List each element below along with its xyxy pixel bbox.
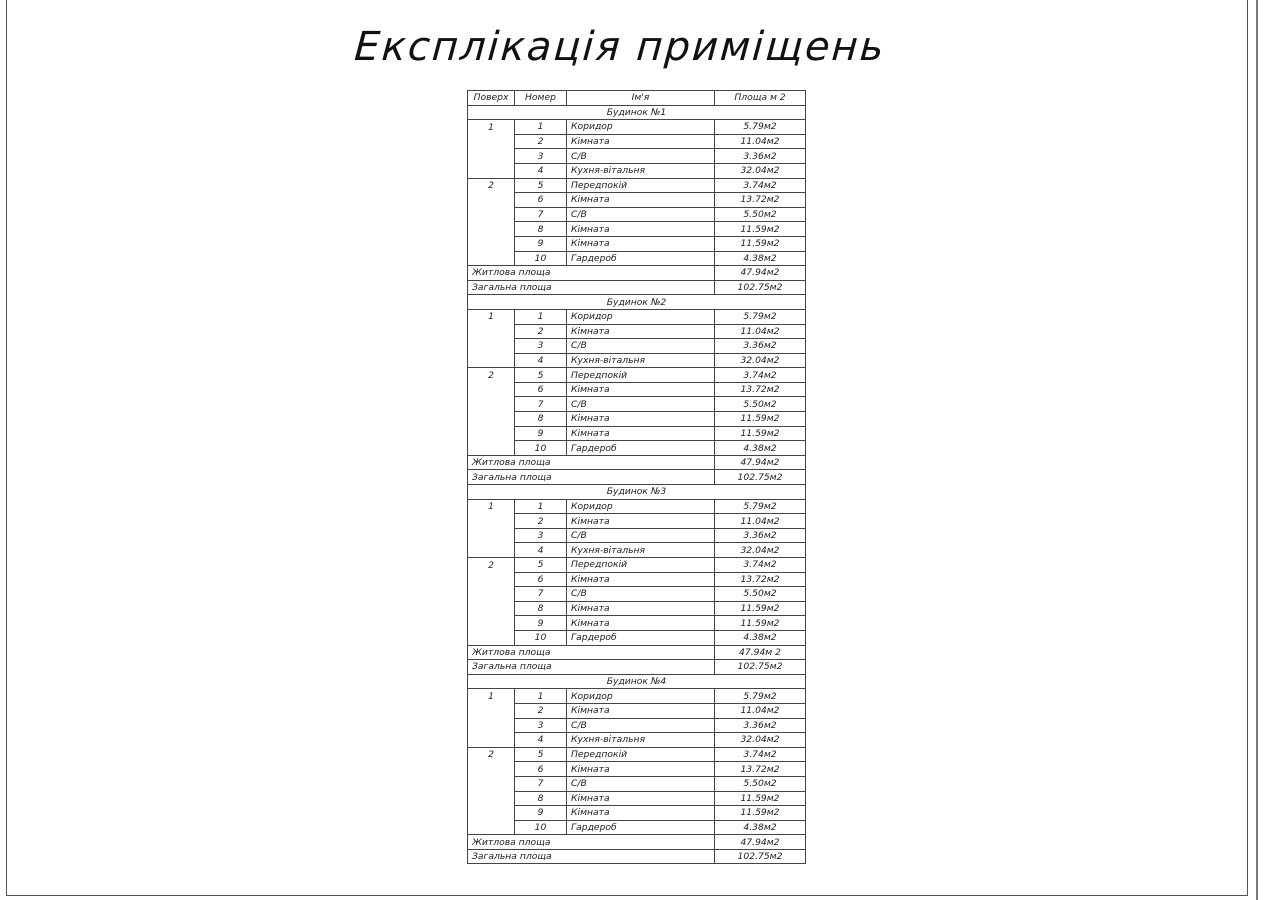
room-name: Кімната xyxy=(567,382,715,397)
table-row xyxy=(468,207,806,222)
room-area: 13.72м2 xyxy=(715,572,806,587)
room-area: 3.74м2 xyxy=(715,178,806,193)
room-number: 8 xyxy=(515,222,567,237)
room-floor: 1 xyxy=(468,689,515,704)
total-area-label: Загальна площа xyxy=(468,849,715,864)
room-number: 7 xyxy=(515,587,567,602)
room-name: Кімната xyxy=(567,222,715,237)
room-area: 3.36м2 xyxy=(715,528,806,543)
room-area: 11.59м2 xyxy=(715,806,806,821)
building-name: Будинок №3 xyxy=(468,485,806,500)
room-area: 11.04м2 xyxy=(715,134,806,149)
room-name: С/В xyxy=(567,149,715,164)
room-area: 11.59м2 xyxy=(715,426,806,441)
room-area: 11.04м2 xyxy=(715,324,806,339)
room-number: 8 xyxy=(515,412,567,427)
room-floor xyxy=(468,382,515,397)
room-floor xyxy=(468,703,515,718)
building-name: Будинок №1 xyxy=(468,105,806,120)
total-area-value: 102.75м2 xyxy=(715,470,806,485)
header-number: Номер xyxy=(515,91,567,106)
table-row xyxy=(468,251,806,266)
room-name: Кімната xyxy=(567,426,715,441)
living-area-label: Житлова площа xyxy=(468,266,715,281)
room-number: 10 xyxy=(515,441,567,456)
room-name: Кухня-вітальня xyxy=(567,163,715,178)
table-row xyxy=(468,309,806,324)
total-area-label: Загальна площа xyxy=(468,660,715,675)
room-name: Кухня-вітальня xyxy=(567,543,715,558)
room-area: 3.74м2 xyxy=(715,747,806,762)
room-number: 10 xyxy=(515,251,567,266)
room-name: Коридор xyxy=(567,499,715,514)
room-number: 9 xyxy=(515,236,567,251)
room-area: 13.72м2 xyxy=(715,193,806,208)
room-name: Кімната xyxy=(567,134,715,149)
room-number: 7 xyxy=(515,397,567,412)
table-row xyxy=(468,193,806,208)
table-row xyxy=(468,558,806,573)
table-row xyxy=(468,747,806,762)
table-row xyxy=(468,222,806,237)
room-floor xyxy=(468,134,515,149)
living-area-row xyxy=(468,645,806,660)
table-row xyxy=(468,630,806,645)
room-floor xyxy=(468,820,515,835)
room-area: 5.79м2 xyxy=(715,499,806,514)
living-area-label: Житлова площа xyxy=(468,835,715,850)
room-area: 32.04м2 xyxy=(715,353,806,368)
room-number: 3 xyxy=(515,528,567,543)
table-row xyxy=(468,120,806,135)
living-area-value: 47.94м2 xyxy=(715,835,806,850)
room-area: 11.04м2 xyxy=(715,703,806,718)
room-name: Коридор xyxy=(567,309,715,324)
header-area: Площа м 2 xyxy=(715,91,806,106)
room-floor: 1 xyxy=(468,309,515,324)
table-header-row xyxy=(468,91,806,106)
room-name: С/В xyxy=(567,397,715,412)
room-number: 5 xyxy=(515,747,567,762)
room-floor xyxy=(468,236,515,251)
room-name: Кімната xyxy=(567,616,715,631)
room-number: 3 xyxy=(515,339,567,354)
table-row xyxy=(468,514,806,529)
page-right-edge xyxy=(1256,0,1258,900)
room-name: Кімната xyxy=(567,572,715,587)
room-floor xyxy=(468,193,515,208)
table-row xyxy=(468,397,806,412)
table-row xyxy=(468,762,806,777)
room-number: 10 xyxy=(515,630,567,645)
living-area-value: 47.94м 2 xyxy=(715,645,806,660)
room-number: 9 xyxy=(515,616,567,631)
room-area: 4.38м2 xyxy=(715,441,806,456)
room-floor: 2 xyxy=(468,178,515,193)
room-floor xyxy=(468,339,515,354)
room-number: 8 xyxy=(515,791,567,806)
building-heading-row xyxy=(468,105,806,120)
room-area: 3.36м2 xyxy=(715,339,806,354)
living-area-row xyxy=(468,266,806,281)
table-row xyxy=(468,382,806,397)
table-row xyxy=(468,806,806,821)
room-floor xyxy=(468,426,515,441)
header-floor: Поверх xyxy=(468,91,515,106)
room-name: С/В xyxy=(567,339,715,354)
room-floor xyxy=(468,412,515,427)
table-row xyxy=(468,163,806,178)
room-name: Кімната xyxy=(567,514,715,529)
table-row xyxy=(468,149,806,164)
room-floor xyxy=(468,353,515,368)
room-area: 11.59м2 xyxy=(715,412,806,427)
table-row xyxy=(468,543,806,558)
table-row xyxy=(468,426,806,441)
room-number: 9 xyxy=(515,806,567,821)
table-row xyxy=(468,572,806,587)
table-row xyxy=(468,689,806,704)
room-name: Кімната xyxy=(567,193,715,208)
table-row xyxy=(468,412,806,427)
building-heading-row xyxy=(468,674,806,689)
total-area-row xyxy=(468,470,806,485)
room-name: Кімната xyxy=(567,601,715,616)
room-floor xyxy=(468,762,515,777)
room-floor xyxy=(468,441,515,456)
room-area: 11.59м2 xyxy=(715,601,806,616)
room-name: Гардероб xyxy=(567,251,715,266)
room-floor: 2 xyxy=(468,747,515,762)
table-row xyxy=(468,703,806,718)
room-floor xyxy=(468,397,515,412)
room-area: 5.79м2 xyxy=(715,309,806,324)
room-name: Кімната xyxy=(567,236,715,251)
room-number: 1 xyxy=(515,499,567,514)
room-floor: 1 xyxy=(468,120,515,135)
room-name: Кімната xyxy=(567,324,715,339)
room-name: Кімната xyxy=(567,762,715,777)
table-row xyxy=(468,820,806,835)
table-row xyxy=(468,776,806,791)
header-name: Ім'я xyxy=(567,91,715,106)
total-area-value: 102.75м2 xyxy=(715,280,806,295)
room-area: 3.36м2 xyxy=(715,149,806,164)
room-number: 5 xyxy=(515,558,567,573)
room-name: Кімната xyxy=(567,791,715,806)
table-row xyxy=(468,587,806,602)
table-row xyxy=(468,616,806,631)
room-area: 4.38м2 xyxy=(715,820,806,835)
room-area: 32.04м2 xyxy=(715,733,806,748)
room-name: Передпокій xyxy=(567,368,715,383)
table-row xyxy=(468,718,806,733)
room-name: Кімната xyxy=(567,806,715,821)
room-area: 3.36м2 xyxy=(715,718,806,733)
room-number: 1 xyxy=(515,120,567,135)
room-floor xyxy=(468,616,515,631)
room-explication-table xyxy=(467,90,806,864)
table-row xyxy=(468,499,806,514)
room-area: 5.50м2 xyxy=(715,587,806,602)
room-name: Гардероб xyxy=(567,820,715,835)
building-name: Будинок №2 xyxy=(468,295,806,310)
room-number: 4 xyxy=(515,163,567,178)
room-name: Коридор xyxy=(567,120,715,135)
room-number: 10 xyxy=(515,820,567,835)
total-area-row xyxy=(468,849,806,864)
table-row xyxy=(468,339,806,354)
room-number: 1 xyxy=(515,309,567,324)
room-name: С/В xyxy=(567,207,715,222)
room-name: Кухня-вітальня xyxy=(567,353,715,368)
room-floor xyxy=(468,163,515,178)
room-floor xyxy=(468,733,515,748)
room-floor xyxy=(468,718,515,733)
room-name: Кухня-вітальня xyxy=(567,733,715,748)
living-area-value: 47.94м2 xyxy=(715,455,806,470)
room-number: 7 xyxy=(515,207,567,222)
room-name: С/В xyxy=(567,528,715,543)
room-floor xyxy=(468,149,515,164)
room-number: 6 xyxy=(515,193,567,208)
room-name: Кімната xyxy=(567,412,715,427)
total-area-row xyxy=(468,280,806,295)
room-number: 2 xyxy=(515,514,567,529)
table-row xyxy=(468,178,806,193)
building-heading-row xyxy=(468,485,806,500)
table-row xyxy=(468,528,806,543)
room-area: 5.50м2 xyxy=(715,397,806,412)
room-floor xyxy=(468,791,515,806)
room-floor xyxy=(468,630,515,645)
room-name: Гардероб xyxy=(567,441,715,456)
room-area: 11.59м2 xyxy=(715,616,806,631)
room-area: 5.79м2 xyxy=(715,120,806,135)
room-floor xyxy=(468,543,515,558)
room-name: Передпокій xyxy=(567,558,715,573)
room-number: 3 xyxy=(515,149,567,164)
table-row xyxy=(468,324,806,339)
table-row xyxy=(468,791,806,806)
total-area-label: Загальна площа xyxy=(468,470,715,485)
room-floor xyxy=(468,806,515,821)
room-name: Кімната xyxy=(567,703,715,718)
room-number: 6 xyxy=(515,572,567,587)
room-area: 4.38м2 xyxy=(715,251,806,266)
table-row xyxy=(468,236,806,251)
room-floor: 2 xyxy=(468,558,515,573)
living-area-label: Житлова площа xyxy=(468,645,715,660)
room-floor: 1 xyxy=(468,499,515,514)
living-area-row xyxy=(468,835,806,850)
room-area: 32.04м2 xyxy=(715,543,806,558)
room-number: 9 xyxy=(515,426,567,441)
table-row xyxy=(468,134,806,149)
room-number: 4 xyxy=(515,733,567,748)
room-name: Передпокій xyxy=(567,178,715,193)
room-area: 3.74м2 xyxy=(715,368,806,383)
total-area-value: 102.75м2 xyxy=(715,660,806,675)
room-number: 7 xyxy=(515,776,567,791)
room-floor: 2 xyxy=(468,368,515,383)
table-row xyxy=(468,601,806,616)
table-row xyxy=(468,733,806,748)
room-name: С/В xyxy=(567,776,715,791)
room-number: 5 xyxy=(515,178,567,193)
room-floor xyxy=(468,572,515,587)
room-floor xyxy=(468,251,515,266)
table-row xyxy=(468,441,806,456)
room-name: С/В xyxy=(567,587,715,602)
room-area: 32.04м2 xyxy=(715,163,806,178)
room-area: 13.72м2 xyxy=(715,762,806,777)
room-number: 1 xyxy=(515,689,567,704)
total-area-label: Загальна площа xyxy=(468,280,715,295)
room-area: 3.74м2 xyxy=(715,558,806,573)
room-number: 6 xyxy=(515,762,567,777)
room-floor xyxy=(468,207,515,222)
room-number: 6 xyxy=(515,382,567,397)
room-name: С/В xyxy=(567,718,715,733)
room-area: 5.50м2 xyxy=(715,776,806,791)
room-number: 4 xyxy=(515,543,567,558)
room-number: 3 xyxy=(515,718,567,733)
room-name: Коридор xyxy=(567,689,715,704)
room-floor xyxy=(468,587,515,602)
living-area-value: 47.94м2 xyxy=(715,266,806,281)
living-area-label: Житлова площа xyxy=(468,455,715,470)
total-area-value: 102.75м2 xyxy=(715,849,806,864)
room-floor xyxy=(468,514,515,529)
room-floor xyxy=(468,528,515,543)
room-area: 4.38м2 xyxy=(715,630,806,645)
room-area: 5.50м2 xyxy=(715,207,806,222)
room-floor xyxy=(468,324,515,339)
room-floor xyxy=(468,776,515,791)
table-row xyxy=(468,368,806,383)
total-area-row xyxy=(468,660,806,675)
room-area: 11.59м2 xyxy=(715,222,806,237)
room-area: 5.79м2 xyxy=(715,689,806,704)
room-number: 2 xyxy=(515,703,567,718)
room-floor xyxy=(468,601,515,616)
room-name: Гардероб xyxy=(567,630,715,645)
room-number: 4 xyxy=(515,353,567,368)
room-name: Передпокій xyxy=(567,747,715,762)
room-area: 11.59м2 xyxy=(715,236,806,251)
table-body xyxy=(468,105,806,864)
building-heading-row xyxy=(468,295,806,310)
living-area-row xyxy=(468,455,806,470)
building-name: Будинок №4 xyxy=(468,674,806,689)
room-floor xyxy=(468,222,515,237)
room-number: 5 xyxy=(515,368,567,383)
room-area: 11.04м2 xyxy=(715,514,806,529)
room-area: 11.59м2 xyxy=(715,791,806,806)
room-area: 13.72м2 xyxy=(715,382,806,397)
room-number: 8 xyxy=(515,601,567,616)
page-title: Експлікація приміщень xyxy=(352,24,888,70)
table-row xyxy=(468,353,806,368)
room-number: 2 xyxy=(515,134,567,149)
room-number: 2 xyxy=(515,324,567,339)
